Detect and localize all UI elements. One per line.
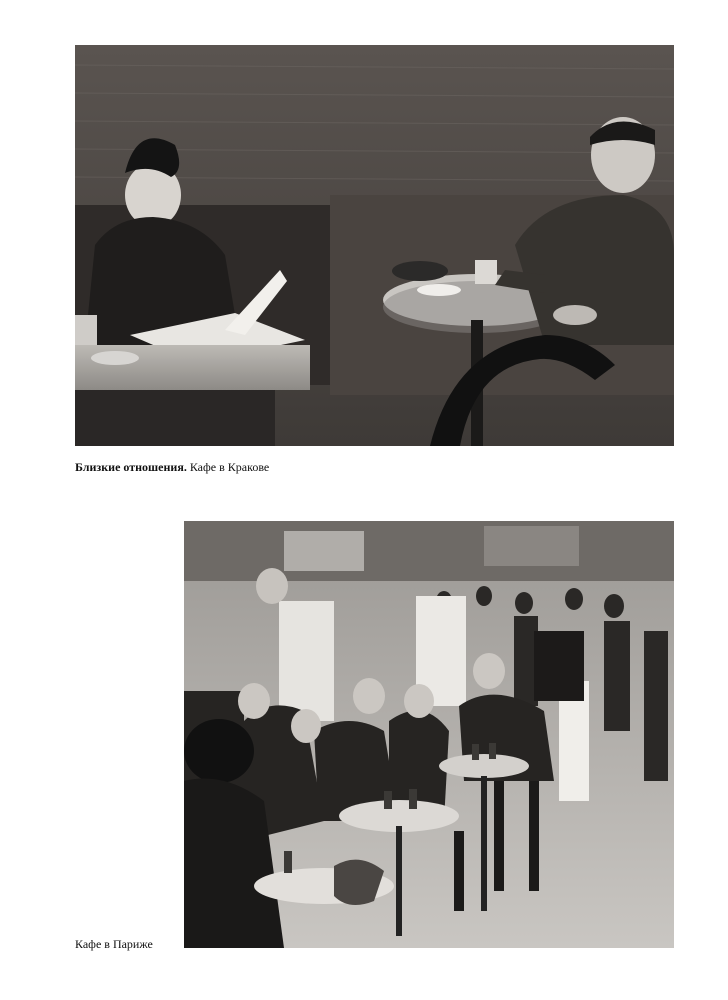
caption-paris	[75, 937, 153, 951]
caption-krakow-bold: Близкие отношения.	[75, 460, 187, 474]
photo-krakow-cafe-image	[75, 45, 674, 446]
photo-paris-cafe-image	[184, 521, 674, 948]
photo-paris-cafe	[184, 521, 674, 948]
caption-paris-text: Кафе в Париже	[75, 937, 153, 951]
photo-krakow-cafe	[75, 45, 674, 446]
caption-krakow-text: Кафе в Кракове	[189, 460, 270, 474]
caption-krakow	[75, 460, 269, 474]
